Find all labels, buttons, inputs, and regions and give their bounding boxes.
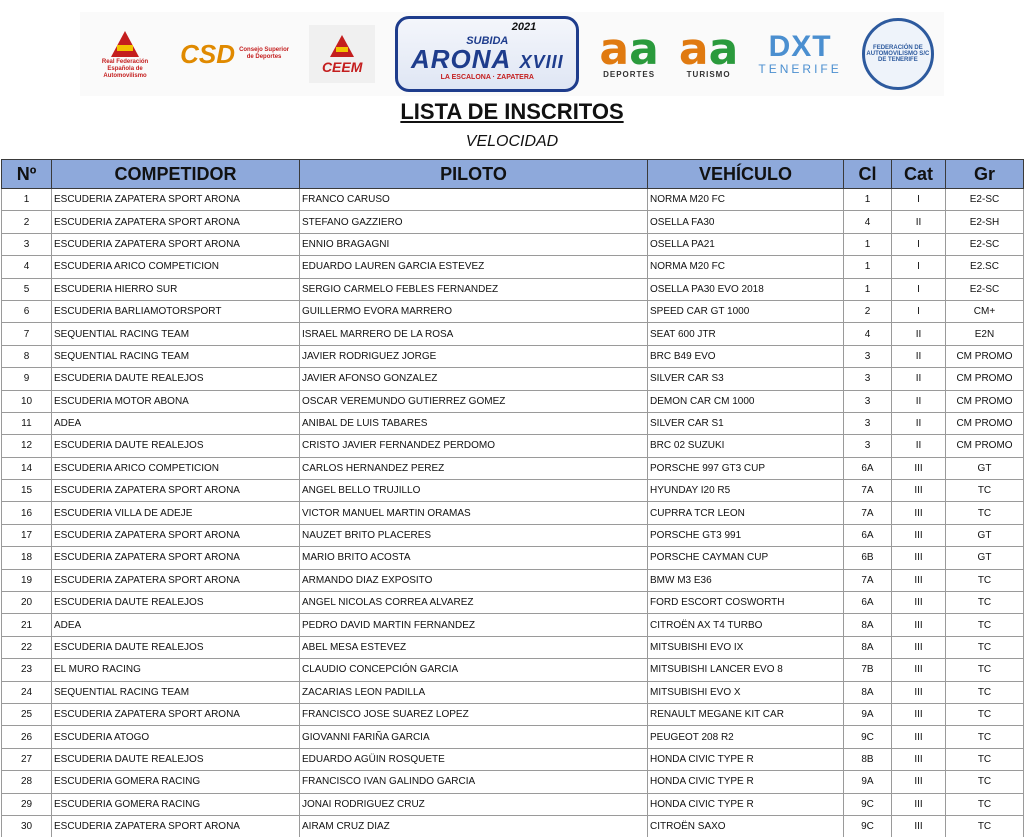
- cell-vehiculo: BRC B49 EVO: [648, 345, 844, 367]
- cell-piloto: SERGIO CARMELO FEBLES FERNANDEZ: [300, 278, 648, 300]
- cell-clase: 3: [844, 345, 892, 367]
- arona-deportes-icon: aa: [599, 23, 659, 75]
- cell-competidor: ESCUDERIA DAUTE REALEJOS: [52, 368, 300, 390]
- table-row: [2, 233, 1024, 255]
- cell-grupo: TC: [946, 636, 1024, 658]
- cell-competidor: SEQUENTIAL RACING TEAM: [52, 345, 300, 367]
- cell-grupo: TC: [946, 659, 1024, 681]
- cell-vehiculo: HONDA CIVIC TYPE R: [648, 748, 844, 770]
- cell-piloto: MARIO BRITO ACOSTA: [300, 547, 648, 569]
- cell-piloto: ISRAEL MARRERO DE LA ROSA: [300, 323, 648, 345]
- cell-competidor: EL MURO RACING: [52, 659, 300, 681]
- cell-clase: 7B: [844, 659, 892, 681]
- cell-grupo: TC: [946, 614, 1024, 636]
- cell-clase: 3: [844, 412, 892, 434]
- cell-competidor: ESCUDERIA ARICO COMPETICION: [52, 256, 300, 278]
- cell-grupo: GT: [946, 457, 1024, 479]
- cell-competidor: ESCUDERIA ZAPATERA SPORT ARONA: [52, 189, 300, 211]
- cell-clase: 3: [844, 435, 892, 457]
- cell-vehiculo: CUPRRA TCR LEON: [648, 502, 844, 524]
- cell-vehiculo: BMW M3 E36: [648, 569, 844, 591]
- rally-edition: XVIII: [519, 52, 564, 72]
- cell-num: 26: [2, 726, 52, 748]
- csd-mark: CSD: [180, 38, 236, 69]
- rally-name-text: ARONA: [410, 44, 512, 74]
- cell-grupo: TC: [946, 569, 1024, 591]
- cell-categoria: III: [892, 636, 946, 658]
- cell-categoria: III: [892, 569, 946, 591]
- table-row: [2, 614, 1024, 636]
- sponsor-logo-bar: [80, 12, 944, 96]
- cell-num: 1: [2, 189, 52, 211]
- cell-num: 25: [2, 703, 52, 725]
- cell-num: 7: [2, 323, 52, 345]
- cell-categoria: I: [892, 300, 946, 322]
- cell-grupo: TC: [946, 793, 1024, 815]
- cell-vehiculo: SILVER CAR S1: [648, 412, 844, 434]
- cell-vehiculo: SPEED CAR GT 1000: [648, 300, 844, 322]
- table-row: [2, 502, 1024, 524]
- cell-num: 16: [2, 502, 52, 524]
- cell-grupo: E2-SC: [946, 189, 1024, 211]
- cell-vehiculo: HONDA CIVIC TYPE R: [648, 793, 844, 815]
- table-row: [2, 457, 1024, 479]
- dxt-mark: DXT: [768, 30, 832, 63]
- cell-grupo: TC: [946, 480, 1024, 502]
- cell-clase: 1: [844, 256, 892, 278]
- cell-categoria: III: [892, 457, 946, 479]
- cell-num: 5: [2, 278, 52, 300]
- table-row: [2, 412, 1024, 434]
- cell-piloto: ABEL MESA ESTEVEZ: [300, 636, 648, 658]
- cell-competidor: ESCUDERIA DAUTE REALEJOS: [52, 435, 300, 457]
- cell-piloto: ENNIO BRAGAGNI: [300, 233, 648, 255]
- cell-grupo: TC: [946, 703, 1024, 725]
- cell-grupo: CM PROMO: [946, 368, 1024, 390]
- cell-clase: 2: [844, 300, 892, 322]
- header-num: Nº: [2, 160, 52, 189]
- federacion-logo: [862, 18, 934, 90]
- cell-competidor: ESCUDERIA ATOGO: [52, 726, 300, 748]
- cell-grupo: GT: [946, 547, 1024, 569]
- cell-clase: 6A: [844, 592, 892, 614]
- rfeda-emblem-icon: [105, 29, 145, 59]
- cell-categoria: III: [892, 726, 946, 748]
- cell-competidor: ESCUDERIA GOMERA RACING: [52, 793, 300, 815]
- header-vehiculo: VEHÍCULO: [648, 160, 844, 189]
- cell-clase: 7A: [844, 502, 892, 524]
- cell-num: 30: [2, 815, 52, 837]
- cell-vehiculo: FORD ESCORT COSWORTH: [648, 592, 844, 614]
- cell-num: 22: [2, 636, 52, 658]
- cell-vehiculo: RENAULT MEGANE KIT CAR: [648, 703, 844, 725]
- cell-num: 9: [2, 368, 52, 390]
- cell-vehiculo: DEMON CAR CM 1000: [648, 390, 844, 412]
- cell-competidor: ESCUDERIA DAUTE REALEJOS: [52, 748, 300, 770]
- cell-competidor: ESCUDERIA MOTOR ABONA: [52, 390, 300, 412]
- cell-categoria: III: [892, 793, 946, 815]
- cell-num: 15: [2, 480, 52, 502]
- cell-categoria: III: [892, 524, 946, 546]
- cell-clase: 9A: [844, 703, 892, 725]
- cell-clase: 7A: [844, 569, 892, 591]
- arona-deportes-logo: [599, 23, 659, 79]
- table-row: [2, 793, 1024, 815]
- cell-competidor: ESCUDERIA ZAPATERA SPORT ARONA: [52, 211, 300, 233]
- cell-clase: 6A: [844, 524, 892, 546]
- cell-categoria: III: [892, 614, 946, 636]
- cell-competidor: ESCUDERIA ZAPATERA SPORT ARONA: [52, 547, 300, 569]
- cell-grupo: E2-SC: [946, 233, 1024, 255]
- cell-vehiculo: OSELLA PA30 EVO 2018: [648, 278, 844, 300]
- cell-piloto: FRANCO CARUSO: [300, 189, 648, 211]
- cell-categoria: I: [892, 256, 946, 278]
- entry-list-table: [1, 159, 1024, 837]
- rally-sponsor: ZAPATERA: [496, 74, 534, 81]
- rally-year: 2021: [511, 21, 537, 33]
- cell-num: 27: [2, 748, 52, 770]
- cell-clase: 8A: [844, 636, 892, 658]
- cell-clase: 9A: [844, 771, 892, 793]
- rally-foot-text: LA ESCALONA: [440, 74, 491, 81]
- cell-categoria: I: [892, 278, 946, 300]
- table-body: [2, 189, 1024, 838]
- cell-vehiculo: PORSCHE GT3 991: [648, 524, 844, 546]
- cell-grupo: CM PROMO: [946, 435, 1024, 457]
- cell-categoria: III: [892, 771, 946, 793]
- cell-vehiculo: MITSUBISHI EVO X: [648, 681, 844, 703]
- cell-piloto: GUILLERMO EVORA MARRERO: [300, 300, 648, 322]
- cell-grupo: TC: [946, 502, 1024, 524]
- cell-clase: 8A: [844, 614, 892, 636]
- table-row: [2, 815, 1024, 837]
- table-row: [2, 323, 1024, 345]
- arona-turismo-logo: [678, 23, 739, 79]
- table-header-row: [2, 160, 1024, 189]
- csd-logo: [180, 39, 289, 70]
- cell-grupo: TC: [946, 771, 1024, 793]
- cell-grupo: E2-SC: [946, 278, 1024, 300]
- cell-competidor: ESCUDERIA ZAPATERA SPORT ARONA: [52, 815, 300, 837]
- cell-vehiculo: NORMA M20 FC: [648, 256, 844, 278]
- cell-grupo: TC: [946, 592, 1024, 614]
- cell-piloto: CRISTO JAVIER FERNANDEZ PERDOMO: [300, 435, 648, 457]
- table-row: [2, 681, 1024, 703]
- cell-categoria: II: [892, 323, 946, 345]
- table-row: [2, 524, 1024, 546]
- table-row: [2, 435, 1024, 457]
- cell-competidor: ESCUDERIA ZAPATERA SPORT ARONA: [52, 569, 300, 591]
- table-row: [2, 480, 1024, 502]
- cell-num: 2: [2, 211, 52, 233]
- table-row: [2, 256, 1024, 278]
- cell-piloto: AIRAM CRUZ DIAZ: [300, 815, 648, 837]
- cell-piloto: GIOVANNI FARIÑA GARCIA: [300, 726, 648, 748]
- table-row: [2, 592, 1024, 614]
- cell-competidor: ESCUDERIA ZAPATERA SPORT ARONA: [52, 233, 300, 255]
- table-row: [2, 368, 1024, 390]
- cell-piloto: CLAUDIO CONCEPCIÓN GARCIA: [300, 659, 648, 681]
- header-grupo: Gr: [946, 160, 1024, 189]
- cell-clase: 8B: [844, 748, 892, 770]
- dxt-sub: TENERIFE: [758, 62, 842, 76]
- cell-num: 23: [2, 659, 52, 681]
- cell-clase: 9C: [844, 815, 892, 837]
- arona-deportes-label: DEPORTES: [603, 69, 656, 79]
- table-row: [2, 278, 1024, 300]
- cell-competidor: ESCUDERIA GOMERA RACING: [52, 771, 300, 793]
- cell-categoria: II: [892, 211, 946, 233]
- cell-clase: 1: [844, 278, 892, 300]
- cell-competidor: ESCUDERIA ZAPATERA SPORT ARONA: [52, 524, 300, 546]
- cell-num: 18: [2, 547, 52, 569]
- cell-categoria: III: [892, 592, 946, 614]
- rally-name: [410, 44, 564, 74]
- cell-grupo: E2-SH: [946, 211, 1024, 233]
- subida-arona-logo: [395, 16, 579, 92]
- cell-num: 28: [2, 771, 52, 793]
- cell-vehiculo: HONDA CIVIC TYPE R: [648, 771, 844, 793]
- cell-categoria: I: [892, 189, 946, 211]
- header-piloto: PILOTO: [300, 160, 648, 189]
- cell-vehiculo: HYUNDAY I20 R5: [648, 480, 844, 502]
- cell-piloto: ARMANDO DIAZ EXPOSITO: [300, 569, 648, 591]
- cell-num: 4: [2, 256, 52, 278]
- cell-num: 12: [2, 435, 52, 457]
- ceem-logo: [309, 25, 375, 83]
- cell-num: 17: [2, 524, 52, 546]
- cell-num: 24: [2, 681, 52, 703]
- cell-piloto: ANGEL NICOLAS CORREA ALVAREZ: [300, 592, 648, 614]
- cell-vehiculo: SEAT 600 JTR: [648, 323, 844, 345]
- cell-clase: 9C: [844, 793, 892, 815]
- cell-vehiculo: MITSUBISHI LANCER EVO 8: [648, 659, 844, 681]
- rally-sub: SUBIDA: [466, 35, 509, 47]
- cell-piloto: PEDRO DAVID MARTIN FERNANDEZ: [300, 614, 648, 636]
- cell-piloto: ANIBAL DE LUIS TABARES: [300, 412, 648, 434]
- page-subtitle: VELOCIDAD: [465, 133, 559, 150]
- cell-categoria: III: [892, 703, 946, 725]
- cell-clase: 4: [844, 211, 892, 233]
- cell-vehiculo: PORSCHE CAYMAN CUP: [648, 547, 844, 569]
- cell-clase: 3: [844, 390, 892, 412]
- cell-grupo: GT: [946, 524, 1024, 546]
- cell-piloto: JONAI RODRIGUEZ CRUZ: [300, 793, 648, 815]
- cell-competidor: ADEA: [52, 614, 300, 636]
- cell-num: 3: [2, 233, 52, 255]
- rally-foot: LA ESCALONA · ZAPATERA: [440, 74, 534, 81]
- cell-categoria: II: [892, 412, 946, 434]
- cell-grupo: CM PROMO: [946, 390, 1024, 412]
- table-row: [2, 345, 1024, 367]
- cell-piloto: EDUARDO AGÜIN ROSQUETE: [300, 748, 648, 770]
- cell-categoria: II: [892, 435, 946, 457]
- header-competidor: COMPETIDOR: [52, 160, 300, 189]
- cell-vehiculo: SILVER CAR S3: [648, 368, 844, 390]
- cell-categoria: III: [892, 681, 946, 703]
- cell-vehiculo: OSELLA PA21: [648, 233, 844, 255]
- cell-categoria: III: [892, 815, 946, 837]
- cell-categoria: II: [892, 390, 946, 412]
- cell-competidor: ESCUDERIA ZAPATERA SPORT ARONA: [52, 480, 300, 502]
- cell-piloto: CARLOS HERNANDEZ PEREZ: [300, 457, 648, 479]
- cell-grupo: CM PROMO: [946, 412, 1024, 434]
- cell-clase: 3: [844, 368, 892, 390]
- cell-piloto: STEFANO GAZZIERO: [300, 211, 648, 233]
- cell-vehiculo: PEUGEOT 208 R2: [648, 726, 844, 748]
- cell-vehiculo: OSELLA FA30: [648, 211, 844, 233]
- cell-clase: 1: [844, 189, 892, 211]
- cell-competidor: SEQUENTIAL RACING TEAM: [52, 681, 300, 703]
- cell-vehiculo: CITROËN AX T4 TURBO: [648, 614, 844, 636]
- cell-categoria: III: [892, 659, 946, 681]
- table-row: [2, 748, 1024, 770]
- cell-piloto: ANGEL BELLO TRUJILLO: [300, 480, 648, 502]
- cell-vehiculo: MITSUBISHI EVO IX: [648, 636, 844, 658]
- cell-num: 8: [2, 345, 52, 367]
- cell-competidor: ESCUDERIA HIERRO SUR: [52, 278, 300, 300]
- cell-vehiculo: NORMA M20 FC: [648, 189, 844, 211]
- federacion-caption: FEDERACIÓN DE AUTOMOVILISMO S/C DE TENERIFE: [866, 45, 930, 63]
- cell-grupo: TC: [946, 748, 1024, 770]
- cell-num: 20: [2, 592, 52, 614]
- cell-piloto: OSCAR VEREMUNDO GUTIERREZ GOMEZ: [300, 390, 648, 412]
- cell-grupo: TC: [946, 815, 1024, 837]
- cell-grupo: TC: [946, 726, 1024, 748]
- cell-num: 10: [2, 390, 52, 412]
- cell-piloto: ZACARIAS LEON PADILLA: [300, 681, 648, 703]
- cell-categoria: III: [892, 748, 946, 770]
- ceem-emblem-icon: [327, 33, 357, 59]
- cell-num: 21: [2, 614, 52, 636]
- cell-categoria: II: [892, 368, 946, 390]
- cell-competidor: ESCUDERIA ARICO COMPETICION: [52, 457, 300, 479]
- cell-competidor: ADEA: [52, 412, 300, 434]
- table-row: [2, 726, 1024, 748]
- rfeda-caption: Real Federación Española de Automovilismo: [101, 58, 149, 79]
- arona-turismo-icon: aa: [678, 23, 739, 75]
- header-categoria: Cat: [892, 160, 946, 189]
- cell-categoria: I: [892, 233, 946, 255]
- page-title: LISTA DE INSCRITOS: [400, 99, 624, 124]
- header-clase: Cl: [844, 160, 892, 189]
- cell-piloto: EDUARDO LAUREN GARCIA ESTEVEZ: [300, 256, 648, 278]
- cell-competidor: SEQUENTIAL RACING TEAM: [52, 323, 300, 345]
- rfeda-logo: [90, 29, 160, 80]
- cell-competidor: ESCUDERIA BARLIAMOTORSPORT: [52, 300, 300, 322]
- table-row: [2, 211, 1024, 233]
- table-row: [2, 300, 1024, 322]
- cell-clase: 6A: [844, 457, 892, 479]
- cell-categoria: III: [892, 502, 946, 524]
- table-row: [2, 569, 1024, 591]
- cell-categoria: III: [892, 480, 946, 502]
- cell-num: 6: [2, 300, 52, 322]
- cell-grupo: CM+: [946, 300, 1024, 322]
- table-row: [2, 636, 1024, 658]
- cell-vehiculo: BRC 02 SUZUKI: [648, 435, 844, 457]
- cell-competidor: ESCUDERIA DAUTE REALEJOS: [52, 592, 300, 614]
- cell-clase: 8A: [844, 681, 892, 703]
- table-row: [2, 390, 1024, 412]
- cell-piloto: JAVIER AFONSO GONZALEZ: [300, 368, 648, 390]
- cell-num: 11: [2, 412, 52, 434]
- table-row: [2, 703, 1024, 725]
- table-row: [2, 189, 1024, 211]
- cell-num: 14: [2, 457, 52, 479]
- cell-piloto: FRANCISCO IVAN GALINDO GARCIA: [300, 771, 648, 793]
- table-row: [2, 771, 1024, 793]
- table-row: [2, 547, 1024, 569]
- cell-grupo: E2.SC: [946, 256, 1024, 278]
- cell-clase: 7A: [844, 480, 892, 502]
- cell-categoria: III: [892, 547, 946, 569]
- cell-clase: 1: [844, 233, 892, 255]
- cell-num: 19: [2, 569, 52, 591]
- cell-vehiculo: CITROËN SAXO: [648, 815, 844, 837]
- cell-piloto: VICTOR MANUEL MARTIN ORAMAS: [300, 502, 648, 524]
- dxt-tenerife-logo: [758, 32, 841, 76]
- csd-caption: Consejo Superior de Deportes: [239, 47, 290, 60]
- table-row: [2, 659, 1024, 681]
- cell-grupo: E2N: [946, 323, 1024, 345]
- cell-piloto: JAVIER RODRIGUEZ JORGE: [300, 345, 648, 367]
- cell-competidor: ESCUDERIA VILLA DE ADEJE: [52, 502, 300, 524]
- ceem-label: CEEM: [321, 59, 363, 75]
- cell-clase: 9C: [844, 726, 892, 748]
- cell-piloto: NAUZET BRITO PLACERES: [300, 524, 648, 546]
- cell-grupo: TC: [946, 681, 1024, 703]
- cell-clase: 6B: [844, 547, 892, 569]
- cell-competidor: ESCUDERIA DAUTE REALEJOS: [52, 636, 300, 658]
- cell-categoria: II: [892, 345, 946, 367]
- cell-grupo: CM PROMO: [946, 345, 1024, 367]
- cell-piloto: FRANCISCO JOSE SUAREZ LOPEZ: [300, 703, 648, 725]
- cell-competidor: ESCUDERIA ZAPATERA SPORT ARONA: [52, 703, 300, 725]
- cell-num: 29: [2, 793, 52, 815]
- arona-turismo-label: TURISMO: [686, 69, 731, 79]
- cell-clase: 4: [844, 323, 892, 345]
- cell-vehiculo: PORSCHE 997 GT3 CUP: [648, 457, 844, 479]
